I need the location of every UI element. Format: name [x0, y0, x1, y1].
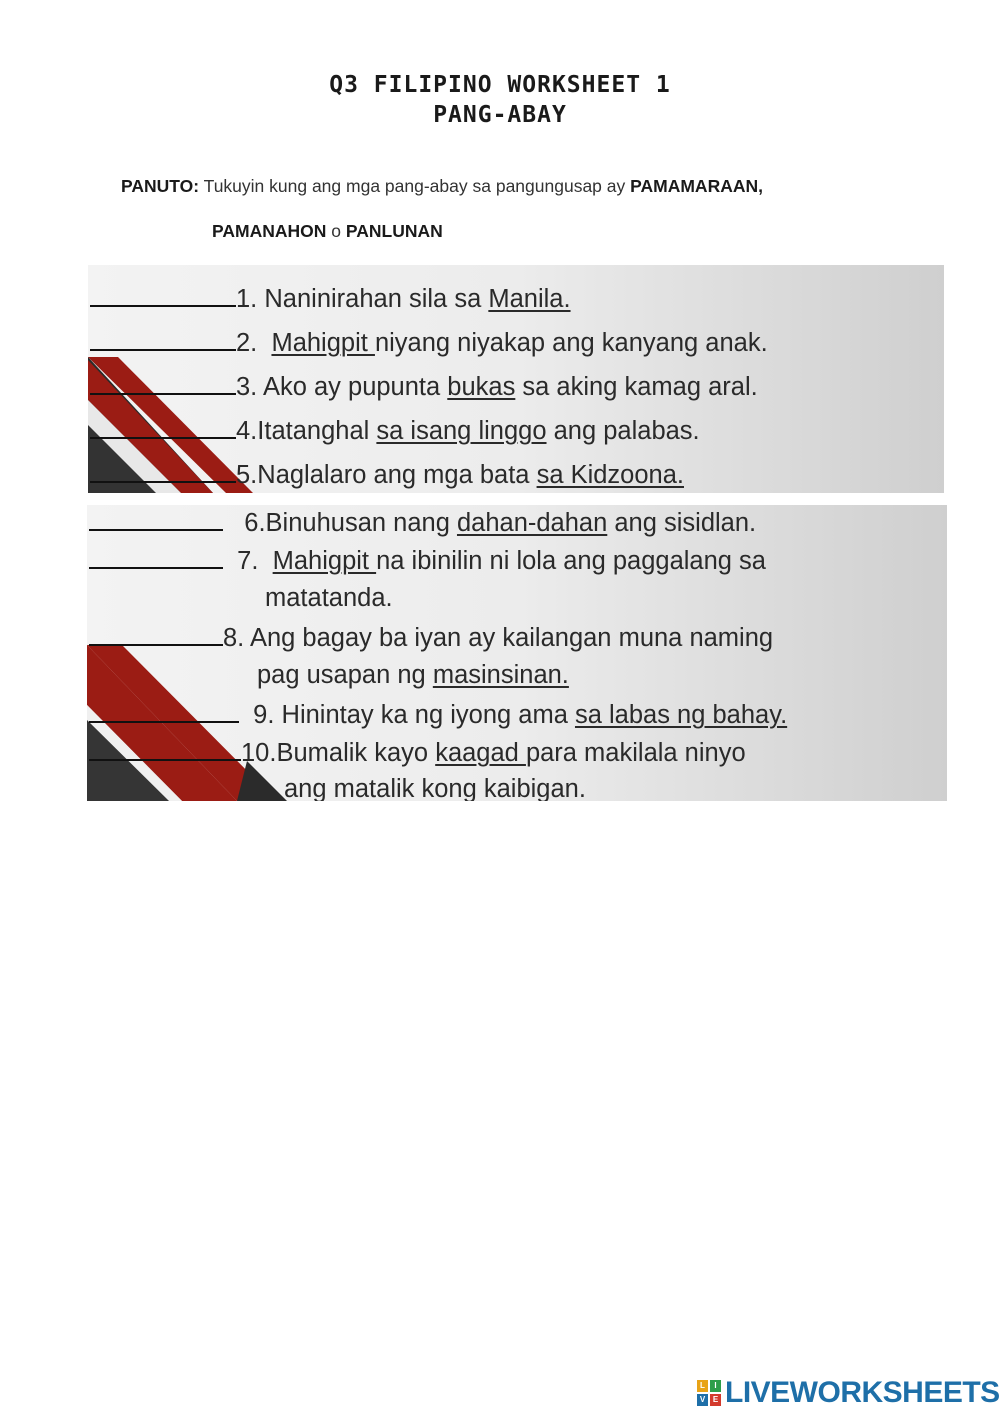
question-text: Itatanghal	[257, 417, 377, 445]
option-panlunan: PANLUNAN	[345, 221, 443, 241]
question-3	[90, 371, 758, 402]
question-number: 4.	[236, 417, 258, 445]
liveworksheets-logo-icon	[697, 1380, 721, 1406]
worksheet-subtitle: PANG-ABAY	[433, 102, 567, 128]
question-8	[89, 622, 773, 653]
pang-abay-underlined: Mahigpit	[271, 329, 375, 357]
logo-letter: I	[710, 1380, 721, 1392]
answer-blank-4[interactable]	[90, 415, 236, 439]
question-text: pag usapan ng	[257, 661, 433, 689]
instructions-line-1	[121, 176, 763, 197]
answer-blank-7[interactable]	[89, 545, 223, 569]
question-text: Binuhusan nang	[265, 509, 457, 537]
question-text-end: para makilala ninyo	[525, 739, 746, 767]
instructions-text: Tukuyin kung ang mga pang-abay sa pangungusap ay	[199, 176, 631, 196]
pang-abay-underlined: Manila.	[488, 285, 571, 313]
question-panel-2	[87, 505, 947, 801]
instructions-label: PANUTO:	[121, 176, 200, 196]
question-text-end: sa aking kamag aral.	[515, 373, 758, 401]
question-text: Hinintay ka ng iyong ama	[281, 701, 575, 729]
question-10-continued: ang matalik kong kaibigan.	[284, 775, 586, 801]
question-6	[89, 507, 756, 538]
question-2	[90, 327, 768, 358]
question-text: Ang bagay ba iyan ay kailangan muna naming	[249, 624, 774, 652]
answer-blank-9[interactable]	[89, 699, 239, 723]
question-number: 10.	[241, 739, 277, 767]
pang-abay-underlined: bukas	[447, 373, 516, 401]
answer-blank-10[interactable]	[89, 737, 241, 761]
worksheet-title: Q3 FILIPINO WORKSHEET 1	[329, 72, 671, 98]
question-panel-1	[88, 265, 944, 493]
instructions-connector: o	[326, 221, 346, 241]
answer-blank-5[interactable]	[90, 459, 236, 483]
question-1	[90, 283, 571, 314]
option-pamanahon: PAMANAHON	[212, 221, 327, 241]
pang-abay-underlined: sa Kidzoona.	[536, 461, 684, 489]
question-4	[90, 415, 700, 446]
pang-abay-underlined: masinsinan.	[432, 661, 569, 689]
question-10	[89, 737, 746, 768]
instructions-line-2	[212, 221, 443, 242]
answer-blank-3[interactable]	[90, 371, 236, 395]
question-number: 9.	[253, 701, 275, 729]
question-number: 7.	[237, 547, 259, 575]
question-text: Naglalaro ang mga bata	[257, 461, 537, 489]
logo-letter: L	[697, 1380, 708, 1392]
answer-blank-6[interactable]	[89, 507, 223, 531]
pang-abay-underlined: kaagad	[435, 739, 526, 767]
answer-blank-8[interactable]	[89, 622, 223, 646]
question-number: 6.	[244, 509, 266, 537]
logo-letter: V	[697, 1394, 708, 1406]
question-text-end: ang sisidlan.	[607, 509, 757, 537]
question-number: 3.	[236, 373, 258, 401]
question-text: Ako ay pupunta	[262, 373, 448, 401]
liveworksheets-brand[interactable]	[697, 1376, 1000, 1410]
pang-abay-underlined: Mahigpit	[272, 547, 377, 575]
pang-abay-underlined: sa labas ng bahay.	[574, 701, 788, 729]
question-text-end: ang palabas.	[546, 417, 700, 445]
question-text: niyang niyakap ang kanyang anak.	[374, 329, 768, 357]
option-pamamaraan: PAMAMARAAN,	[630, 176, 763, 196]
pang-abay-underlined: dahan-dahan	[456, 509, 608, 537]
question-number: 2.	[236, 329, 258, 357]
pang-abay-underlined: sa isang linggo	[376, 417, 547, 445]
question-number: 1.	[236, 285, 258, 313]
question-8-continued	[257, 661, 569, 690]
answer-blank-2[interactable]	[90, 327, 236, 351]
question-9	[89, 699, 787, 730]
answer-blank-1[interactable]	[90, 283, 236, 307]
question-7	[89, 545, 766, 576]
brand-name: LIVEWORKSHEETS	[725, 1376, 1000, 1409]
question-7-continued: matatanda.	[265, 584, 393, 612]
question-number: 8.	[223, 624, 245, 652]
logo-letter: E	[710, 1394, 721, 1406]
question-text: Naninirahan sila sa	[264, 285, 489, 313]
question-number: 5.	[236, 461, 258, 489]
question-text: na ibinilin ni lola ang paggalang sa	[376, 547, 766, 575]
question-5	[90, 459, 684, 490]
question-text: Bumalik kayo	[276, 739, 436, 767]
